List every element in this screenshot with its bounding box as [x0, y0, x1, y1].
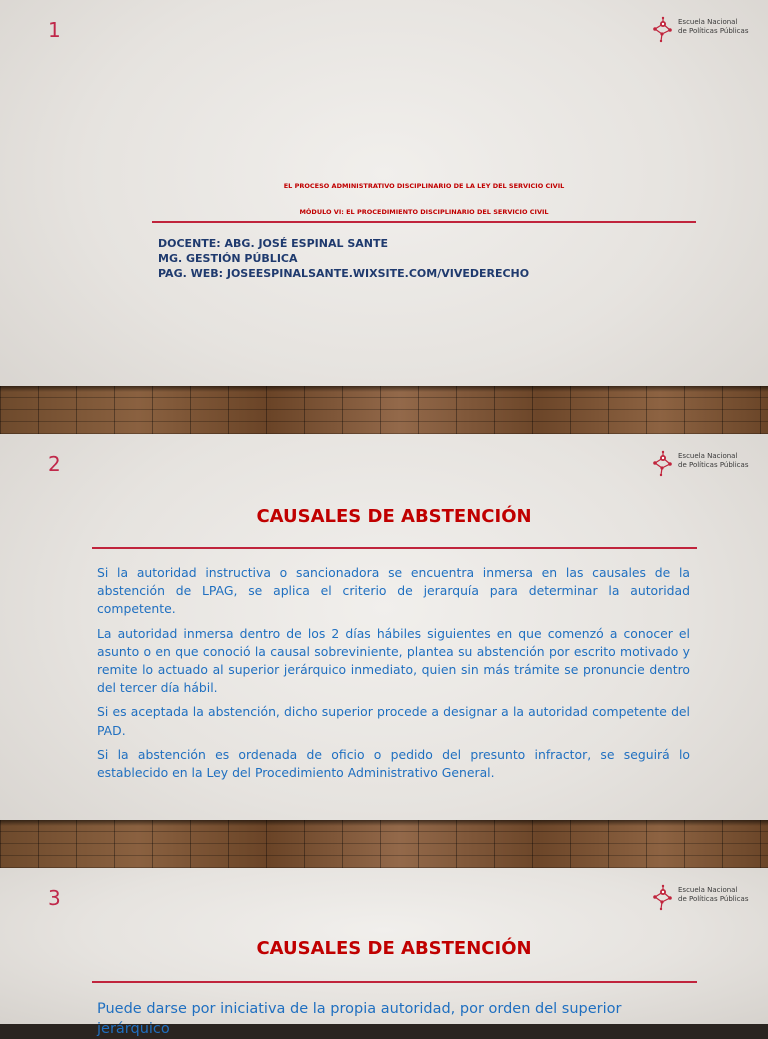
logo-line-2: de Políticas Públicas: [678, 461, 749, 469]
divider-rule: [92, 547, 697, 549]
enap-logo: [650, 450, 760, 476]
enap-logo: [650, 884, 760, 910]
slide-body: Puede darse por iniciativa de la propia autoridad, por orden del superior jerárquico: [97, 1001, 622, 1037]
slide-number: 2: [48, 452, 61, 476]
divider-rule: [152, 221, 696, 223]
divider-rule: [92, 981, 697, 983]
slide-3: [0, 868, 768, 1037]
wood-floor: [0, 820, 768, 868]
enap-logo: [650, 16, 760, 42]
paragraph: Si la abstención es ordenada de oficio o pedido del presunto infractor, se seguirá lo establecido en la Ley del Procedimiento Administrativo General.: [97, 746, 690, 781]
slide-heading: CAUSALES DE ABSTENCIÓN: [256, 506, 532, 527]
wood-floor: [0, 386, 768, 434]
credits-block: [158, 236, 529, 281]
paragraph: Si la autoridad instructiva o sancionadora se encuentra inmersa en las causales de la abstención de LPAG, se aplica el criterio de jerarquía para determinar la autoridad competente.: [97, 565, 690, 617]
presentation-title: EL PROCESO ADMINISTRATIVO DISCIPLINARIO DE LA LEY DEL SERVICIO CIVIL: [283, 182, 565, 190]
logo-line-1: Escuela Nacional: [678, 18, 738, 26]
credit-docente: DOCENTE: ABG. JOSÉ ESPINAL SANTE: [158, 237, 388, 250]
slide-2: [0, 434, 768, 868]
network-logo-icon: [650, 884, 676, 910]
slide-number: 3: [48, 886, 61, 910]
module-subtitle: MÓDULO VI: EL PROCEDIMIENTO DISCIPLINARIO DEL SERVICIO CIVIL: [299, 208, 549, 216]
paragraph: La autoridad inmersa dentro de los 2 días hábiles siguientes en que comenzó a conocer el asunto o en que conoció la causal sobreviniente, plantea su abstención por escrito motivado y remite lo actuado al superior jerárquico inmediato, quien sin más trámite se pronuncie dentro del tercer día hábil.: [97, 625, 690, 696]
credit-website: PAG. WEB: JOSEESPINALSANTE.WIXSITE.COM/VIVEDERECHO: [158, 267, 530, 280]
paragraph: Si es aceptada la abstención, dicho superior procede a designar a la autoridad competente del PAD.: [97, 704, 690, 738]
slide-heading: CAUSALES DE ABSTENCIÓN: [256, 938, 532, 959]
network-logo-icon: [650, 16, 676, 42]
logo-line-2: de Políticas Públicas: [678, 895, 749, 903]
slide-body: [97, 564, 690, 788]
logo-line-2: de Políticas Públicas: [678, 27, 749, 35]
logo-line-1: Escuela Nacional: [678, 886, 738, 894]
slide-1: [0, 0, 768, 434]
credit-degree: MG. GESTIÓN PÚBLICA: [158, 252, 298, 265]
slide-number: 1: [48, 18, 61, 42]
logo-line-1: Escuela Nacional: [678, 452, 738, 460]
network-logo-icon: [650, 450, 676, 476]
